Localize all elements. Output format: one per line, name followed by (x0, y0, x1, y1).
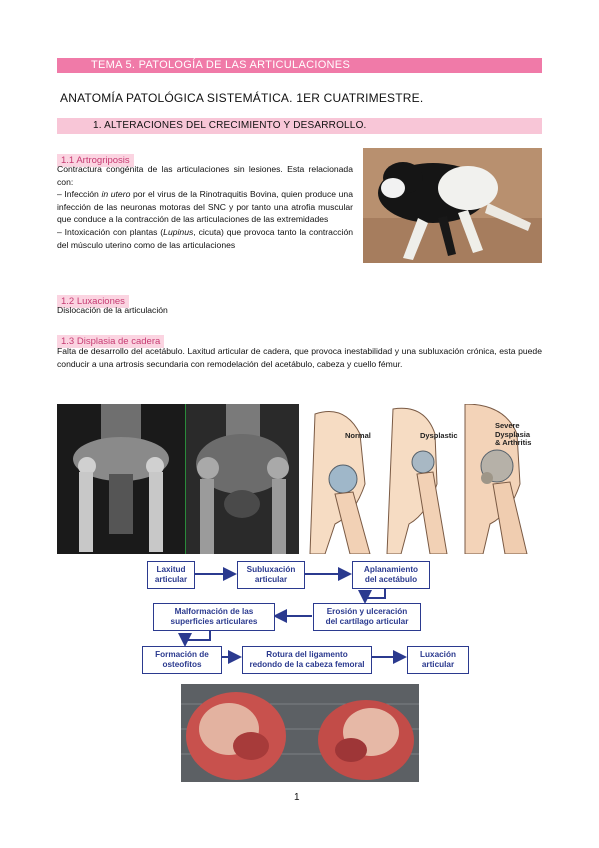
bullet-2-em: Lupinus (163, 226, 194, 237)
flow-box-erosion (313, 603, 421, 631)
flow-box-rotura (242, 646, 372, 674)
tag-luxaciones: 1.2 Luxaciones (57, 295, 129, 308)
flow-b2a: Subluxación (246, 565, 296, 574)
page-number: 1 (294, 792, 300, 803)
doc-title: TEMA 5. PATOLOGÍA DE LAS ARTICULACIONES (91, 59, 351, 71)
flow-b3a: Aplanamiento (363, 565, 419, 574)
artro-intro: Contractura congénita de las articulaciones sin lesiones. Esta relacionada con: (57, 164, 353, 187)
luxaciones-text: Dislocación de la articulación (57, 305, 168, 315)
flow-b4b: del cartílago articular (325, 617, 409, 626)
flow-b8b: articular (421, 660, 455, 669)
flow-box-laxitud (147, 561, 195, 589)
flow-box-aplanamiento (352, 561, 430, 589)
flow-b2b: articular (254, 575, 288, 584)
bullet-2-post: , cicuta) que provoca tanto la contracción del músculo uterino como de las articulaciones (57, 226, 354, 250)
flow-b5b: superficies articulares (170, 617, 258, 626)
flow-box-subluxacion (237, 561, 305, 589)
flow-box-osteofitos (142, 646, 222, 674)
tag-displasia: 1.3 Displasia de cadera (57, 335, 164, 348)
flow-box-malformacion (153, 603, 275, 631)
flow-b6b: osteofitos (162, 660, 202, 669)
flow-b4a: Erosión y ulceración (326, 607, 408, 616)
bullet-1-pre: – Infección (57, 189, 102, 200)
label-severe-3: & Arthritis (495, 438, 532, 447)
flow-b1b: articular (154, 575, 188, 584)
femoral-heads-photo (181, 684, 419, 782)
arrow-3 (365, 588, 385, 602)
doc-subtitle: ANATOMÍA PATOLÓGICA SISTEMÁTICA. 1ER CUATRIMESTRE. (60, 91, 424, 105)
flow-b3b: del acetábulo (364, 575, 418, 584)
bullet-1-post: por el virus de la Rinotraquitis Bovina, quien produce una infección de las neuronas motoras del SNC y por tanto una atrofia muscular que conduce a la contracción de las articulaciones de las extremidades (57, 189, 353, 225)
label-severe-2: Dysplasia (495, 429, 531, 439)
label-normal: Normal (345, 431, 371, 440)
label-dysplastic: Dysplastic (420, 431, 458, 440)
tag-artrogriposis: 1.1 Artrogriposis (57, 154, 134, 167)
flow-b7a: Rotura del ligamento (266, 650, 348, 659)
arrow-5 (185, 630, 210, 645)
bullet-2-pre: – Intoxicación con plantas ( (57, 226, 164, 237)
label-severe-1: Severe (495, 421, 520, 430)
flow-b8a: Luxación (420, 650, 456, 659)
bullet-1-em: in utero (101, 189, 131, 200)
displasia-text: Falta de desarrollo del acetábulo. Laxitud articular de cadera, que provoca inestabilidad y una subluxación crónica, esta puede conducir a una artrosis secundaria con remodelación del acetábulo, cabeza y cuello fémur. (57, 346, 542, 369)
section-title: 1. ALTERACIONES DEL CRECIMIENTO Y DESARROLLO. (93, 120, 367, 131)
flow-b5a: Malformación de las (174, 607, 254, 616)
flow-b6a: Formación de (155, 650, 209, 659)
flow-b1a: Laxitud (156, 565, 186, 574)
flow-b7b: redondo de la cabeza femoral (249, 660, 365, 669)
flow-box-luxacion (407, 646, 469, 674)
